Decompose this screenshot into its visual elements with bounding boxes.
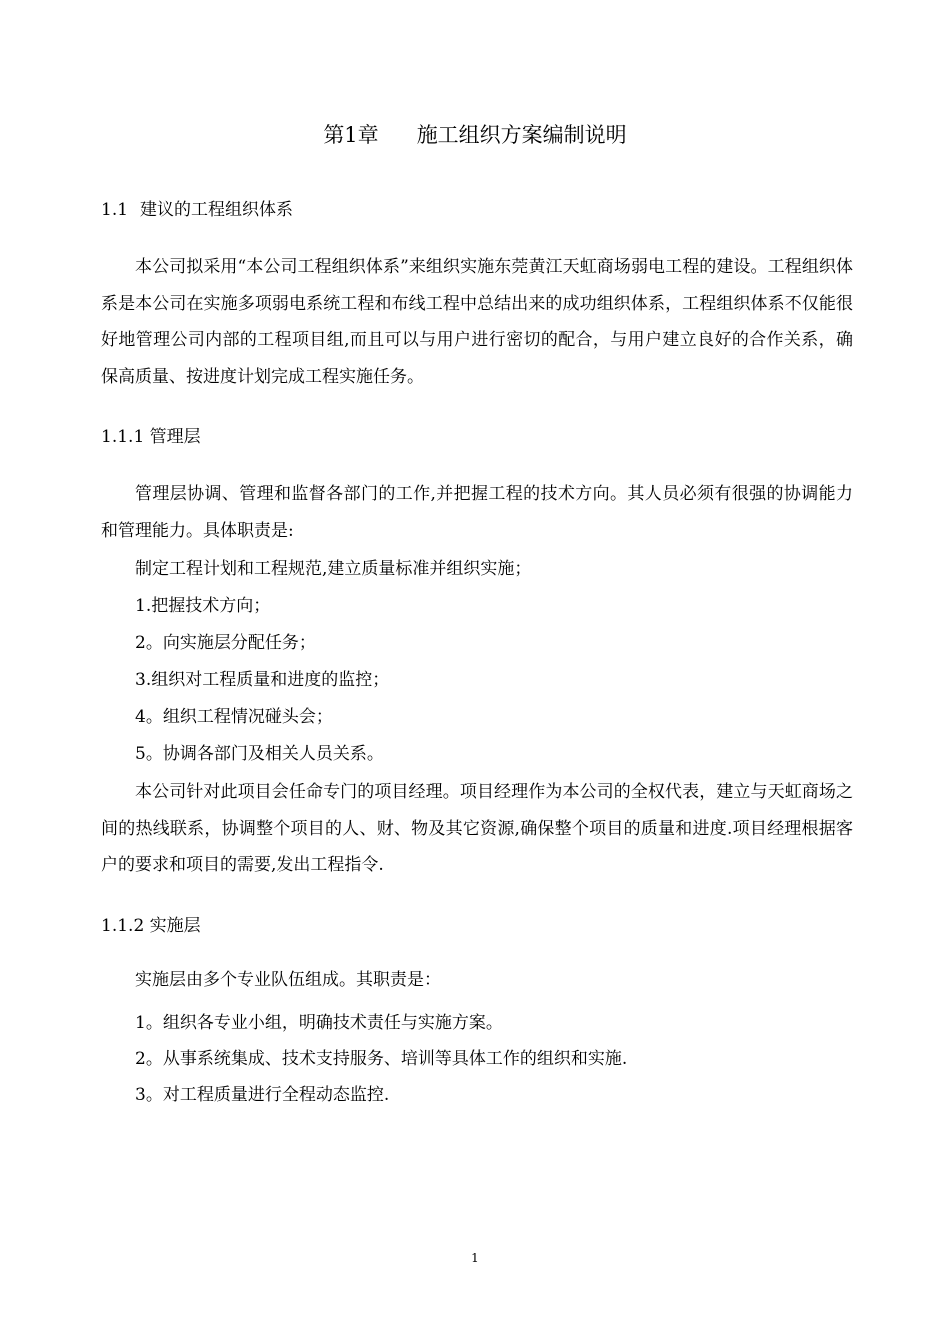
list-item: 1.把握技术方向； — [135, 596, 271, 616]
section-1-1-number: 1.1 — [101, 200, 129, 220]
section-1-1-2-intro: 实施层由多个专业队伍组成。其职责是： — [135, 970, 441, 990]
chapter-title — [0, 120, 950, 150]
section-1-1-heading — [101, 197, 293, 223]
list-item: 2。从事系统集成、技术支持服务、培训等具体工作的组织和实施. — [135, 1049, 628, 1069]
list-item: 5。协调各部门及相关人员关系。 — [135, 744, 384, 764]
section-1-1-1-closing: 本公司针对此项目会任命专门的项目经理。项目经理作为本公司的全权代表，建立与天虹商场之间的热线联系，协调整个项目的人、财、物及其它资源,确保整个项目的质量和进度.项目经理根据客户的要求和项目的需要,发出工程指令. — [101, 782, 853, 875]
list-item: 2。向实施层分配任务； — [135, 633, 316, 653]
section-1-1-title: 建议的工程组织体系 — [140, 200, 294, 220]
list-item: 3.组织对工程质量和进度的监控； — [135, 670, 390, 690]
section-1-1-1-intro: 管理层协调、管理和监督各部门的工作,并把握工程的技术方向。其人员必须有很强的协调能力和管理能力。具体职责是: — [101, 484, 853, 541]
section-1-1-2-heading: 1.1.2 实施层 — [101, 916, 201, 936]
list-item: 1。组织各专业小组，明确技术责任与实施方案。 — [135, 1013, 503, 1033]
list-item: 制定工程计划和工程规范,建立质量标准并组织实施； — [135, 559, 532, 579]
page-number: 1 — [471, 1251, 479, 1265]
list-item: 4。组织工程情况碰头会； — [135, 707, 333, 727]
section-1-1-paragraph: 本公司拟采用“本公司工程组织体系”来组织实施东莞黄江天虹商场弱电工程的建设。工程组织体系是本公司在实施多项弱电系统工程和布线工程中总结出来的成功组织体系，工程组织体系不仅能很好地管理公司内部的工程项目组,而且可以与用户进行密切的配合，与用户建立良好的合作关系，确保高质量、按进度计划完成工程实施任务。 — [101, 257, 853, 387]
chapter-number: 第1章 — [323, 123, 379, 147]
list-item: 3。对工程质量进行全程动态监控. — [135, 1085, 390, 1105]
chapter-title-text: 施工组织方案编制说明 — [416, 123, 627, 147]
section-1-1-1-heading: 1.1.1 管理层 — [101, 427, 201, 447]
